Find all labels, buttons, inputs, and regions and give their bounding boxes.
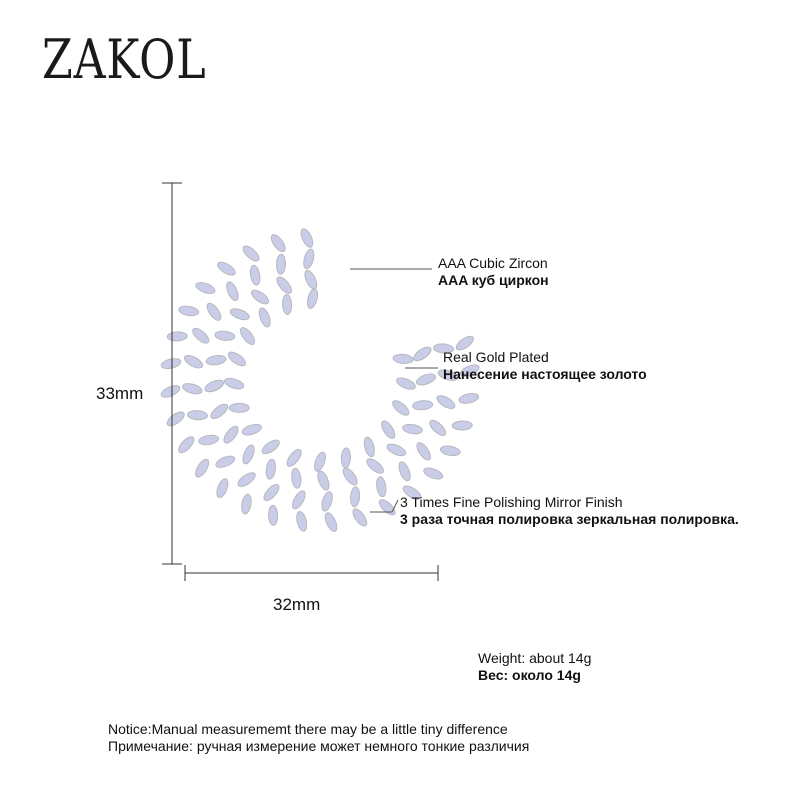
zircon-stone (183, 353, 205, 370)
callout-polish (400, 494, 739, 528)
zircon-stone (427, 418, 448, 438)
zircon-stone (240, 493, 252, 514)
brand-logo: ZAKOL (42, 28, 207, 91)
zircon-stone (249, 265, 261, 286)
zircon-stone (302, 269, 319, 291)
zircon-stone (260, 437, 282, 456)
zircon-stone (187, 410, 207, 420)
zircon-stone (268, 505, 278, 525)
zircon-stone (390, 398, 411, 418)
zircon-stone (385, 442, 407, 458)
zircon-stone (284, 447, 303, 468)
zircon-stone (306, 288, 320, 310)
zircon-stone (320, 491, 334, 513)
zircon-stone (176, 434, 196, 455)
zircon-stone (412, 400, 433, 411)
zircon-stone (215, 477, 230, 499)
zircon-stone (412, 344, 434, 363)
zircon-stone (167, 332, 187, 342)
zircon-stone (282, 294, 292, 314)
zircon-stone (241, 443, 257, 465)
zircon-stone (414, 440, 433, 462)
weight-info (478, 650, 591, 684)
zircon-stone (261, 482, 281, 503)
zircon-stone (265, 459, 277, 480)
zircon-stone (236, 470, 258, 489)
zircon-stone (238, 325, 257, 346)
callout-plated-ru: Нанесение настоящее золото (443, 366, 647, 382)
zircon-stone (241, 243, 262, 263)
zircon-stone (364, 456, 385, 476)
callout-plated-en: Real Gold Plated (443, 349, 549, 365)
zircon-stone (375, 476, 387, 497)
zircon-stone (226, 349, 248, 368)
zircon-stone (350, 487, 360, 508)
zircon-stone (229, 403, 249, 412)
zircon-stone (224, 280, 240, 302)
zircon-stone (160, 383, 182, 400)
callout-polish-ru: 3 раза точная полировка зеркальная полировка. (400, 511, 739, 527)
zircon-stone (249, 288, 271, 307)
zircon-stone (397, 460, 413, 482)
zircon-stone (422, 466, 444, 482)
notice (108, 721, 529, 755)
zircon-stone (316, 470, 332, 492)
zircon-stone (290, 489, 308, 511)
zircon-stone (362, 436, 376, 458)
zircon-stone (299, 227, 316, 249)
zircon-stone (440, 445, 461, 457)
zircon-stone (165, 409, 186, 428)
zircon-stone (206, 354, 227, 366)
height-dimension-line (162, 183, 182, 564)
zircon-stone (181, 382, 203, 396)
zircon-stone (214, 454, 236, 470)
zircon-stone (312, 451, 327, 473)
callout-plated (443, 349, 647, 383)
zircon-stone (229, 306, 251, 322)
zircon-stone (291, 468, 302, 489)
zircon-stone (193, 457, 211, 479)
zircon-stone (178, 305, 199, 317)
zircon-stone (350, 507, 369, 529)
zircon-stone (276, 254, 286, 274)
zircon-stone (160, 357, 182, 370)
zircon-stone (415, 372, 437, 387)
callout-polish-en: 3 Times Fine Polishing Mirror Finish (400, 494, 623, 510)
weight-ru: Вес: около 14g (478, 667, 581, 683)
weight-en: Weight: about 14g (478, 650, 592, 666)
callout-zircon (438, 255, 549, 289)
zircon-stone (393, 354, 414, 365)
zircon-stone (341, 466, 360, 487)
zircon-stone (458, 392, 479, 405)
zircon-stone (341, 448, 351, 468)
width-dimension-line (185, 565, 438, 581)
zircon-stone (203, 378, 225, 394)
zircon-stone (269, 232, 288, 253)
zircon-stone (323, 511, 339, 533)
zircon-stone (435, 393, 457, 411)
zircon-stone (241, 422, 263, 437)
zircon-stone (216, 260, 238, 278)
earring-image (160, 227, 481, 533)
zircon-stone (295, 511, 308, 533)
zircon-stone (214, 330, 235, 341)
zircon-stone (302, 248, 316, 270)
notice-ru: Примечание: ручная измерение может немного тонкие различия (108, 738, 530, 754)
zircon-stone (257, 306, 272, 328)
zircon-stone (379, 419, 397, 441)
zircon-stone (194, 280, 216, 295)
width-label: 32mm (273, 595, 321, 614)
zircon-stone (209, 402, 230, 421)
zircon-stone (221, 424, 240, 445)
zircon-stone (190, 326, 211, 346)
zircon-stone (198, 434, 219, 446)
zircon-stone (204, 301, 223, 322)
notice-en: Notice:Manual measurememt there may be a little tiny difference (108, 721, 508, 737)
callout-zircon-en: AAA Cubic Zircon (438, 255, 548, 271)
zircon-stone (452, 421, 472, 430)
callout-zircon-ru: AAA куб циркон (438, 272, 549, 288)
zircon-stone (274, 275, 294, 296)
zircon-stone (223, 376, 245, 391)
height-label: 33mm (96, 384, 144, 403)
zircon-stone (395, 376, 417, 392)
zircon-stone (402, 423, 423, 435)
